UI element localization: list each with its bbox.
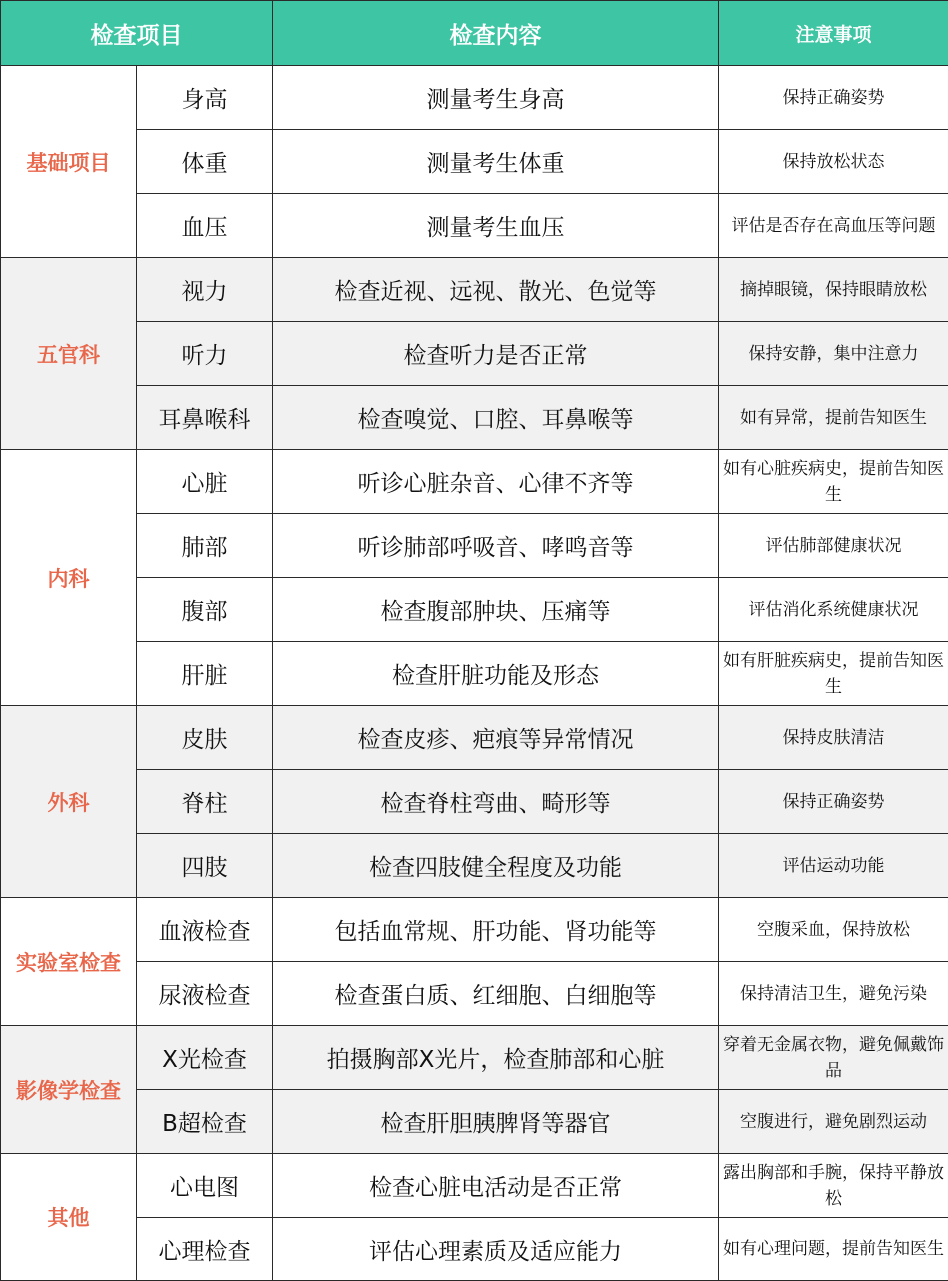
category-cell: 基础项目 [1, 66, 137, 258]
table-row [1, 770, 948, 834]
table-row [1, 962, 948, 1026]
note-cell: 评估消化系统健康状况 [719, 578, 948, 642]
table-row [1, 322, 948, 386]
table-row [1, 386, 948, 450]
header-content: 检查内容 [273, 1, 719, 66]
item-cell: 视力 [137, 258, 273, 322]
item-cell: 血液检查 [137, 898, 273, 962]
item-cell: 血压 [137, 194, 273, 258]
note-cell: 评估是否存在高血压等问题 [719, 194, 948, 258]
item-cell: X光检查 [137, 1026, 273, 1090]
note-cell: 露出胸部和手腕，保持平静放松 [719, 1154, 948, 1218]
content-cell: 检查肝胆胰脾肾等器官 [273, 1090, 719, 1154]
content-cell: 检查心脏电活动是否正常 [273, 1154, 719, 1218]
table-row [1, 1026, 948, 1090]
note-cell: 穿着无金属衣物，避免佩戴饰品 [719, 1026, 948, 1090]
note-cell: 如有心理问题，提前告知医生 [719, 1218, 948, 1281]
table-row [1, 1218, 948, 1281]
note-cell: 保持正确姿势 [719, 66, 948, 130]
note-cell: 空腹采血，保持放松 [719, 898, 948, 962]
content-cell: 检查四肢健全程度及功能 [273, 834, 719, 898]
content-cell: 检查蛋白质、红细胞、白细胞等 [273, 962, 719, 1026]
item-cell: 皮肤 [137, 706, 273, 770]
item-cell: 肝脏 [137, 642, 273, 706]
content-cell: 包括血常规、肝功能、肾功能等 [273, 898, 719, 962]
item-cell: 听力 [137, 322, 273, 386]
item-cell: 肺部 [137, 514, 273, 578]
category-cell: 五官科 [1, 258, 137, 450]
table-row [1, 66, 948, 130]
content-cell: 测量考生血压 [273, 194, 719, 258]
table-row [1, 450, 948, 514]
note-cell: 摘掉眼镜，保持眼睛放松 [719, 258, 948, 322]
note-cell: 保持安静，集中注意力 [719, 322, 948, 386]
table-row [1, 514, 948, 578]
content-cell: 听诊肺部呼吸音、哮鸣音等 [273, 514, 719, 578]
content-cell: 检查肝脏功能及形态 [273, 642, 719, 706]
table-row [1, 194, 948, 258]
table-header-row [1, 1, 948, 66]
table-row [1, 258, 948, 322]
item-cell: 耳鼻喉科 [137, 386, 273, 450]
content-cell: 检查皮疹、疤痕等异常情况 [273, 706, 719, 770]
table-row [1, 898, 948, 962]
item-cell: 体重 [137, 130, 273, 194]
note-cell: 评估肺部健康状况 [719, 514, 948, 578]
note-cell: 如有异常，提前告知医生 [719, 386, 948, 450]
header-item: 检查项目 [1, 1, 273, 66]
item-cell: 尿液检查 [137, 962, 273, 1026]
table-row [1, 1090, 948, 1154]
item-cell: 身高 [137, 66, 273, 130]
content-cell: 拍摄胸部X光片，检查肺部和心脏 [273, 1026, 719, 1090]
content-cell: 测量考生体重 [273, 130, 719, 194]
note-cell: 保持放松状态 [719, 130, 948, 194]
table-row [1, 834, 948, 898]
item-cell: 心电图 [137, 1154, 273, 1218]
content-cell: 检查嗅觉、口腔、耳鼻喉等 [273, 386, 719, 450]
item-cell: 腹部 [137, 578, 273, 642]
category-cell: 内科 [1, 450, 137, 706]
content-cell: 测量考生身高 [273, 66, 719, 130]
item-cell: 脊柱 [137, 770, 273, 834]
category-cell: 实验室检查 [1, 898, 137, 1026]
item-cell: 心脏 [137, 450, 273, 514]
table-row [1, 706, 948, 770]
note-cell: 如有心脏疾病史，提前告知医生 [719, 450, 948, 514]
table-row [1, 1154, 948, 1218]
content-cell: 检查腹部肿块、压痛等 [273, 578, 719, 642]
item-cell: 心理检查 [137, 1218, 273, 1281]
note-cell: 如有肝脏疾病史，提前告知医生 [719, 642, 948, 706]
item-cell: 四肢 [137, 834, 273, 898]
content-cell: 听诊心脏杂音、心律不齐等 [273, 450, 719, 514]
content-cell: 检查近视、远视、散光、色觉等 [273, 258, 719, 322]
item-cell: B超检查 [137, 1090, 273, 1154]
note-cell: 保持正确姿势 [719, 770, 948, 834]
table-row [1, 642, 948, 706]
content-cell: 评估心理素质及适应能力 [273, 1218, 719, 1281]
table-row [1, 130, 948, 194]
note-cell: 保持清洁卫生，避免污染 [719, 962, 948, 1026]
category-cell: 其他 [1, 1154, 137, 1281]
category-cell: 影像学检查 [1, 1026, 137, 1154]
table-body [1, 66, 948, 1281]
note-cell: 保持皮肤清洁 [719, 706, 948, 770]
content-cell: 检查脊柱弯曲、畸形等 [273, 770, 719, 834]
table-row [1, 578, 948, 642]
note-cell: 空腹进行，避免剧烈运动 [719, 1090, 948, 1154]
category-cell: 外科 [1, 706, 137, 898]
header-note: 注意事项 [719, 1, 948, 66]
note-cell: 评估运动功能 [719, 834, 948, 898]
content-cell: 检查听力是否正常 [273, 322, 719, 386]
